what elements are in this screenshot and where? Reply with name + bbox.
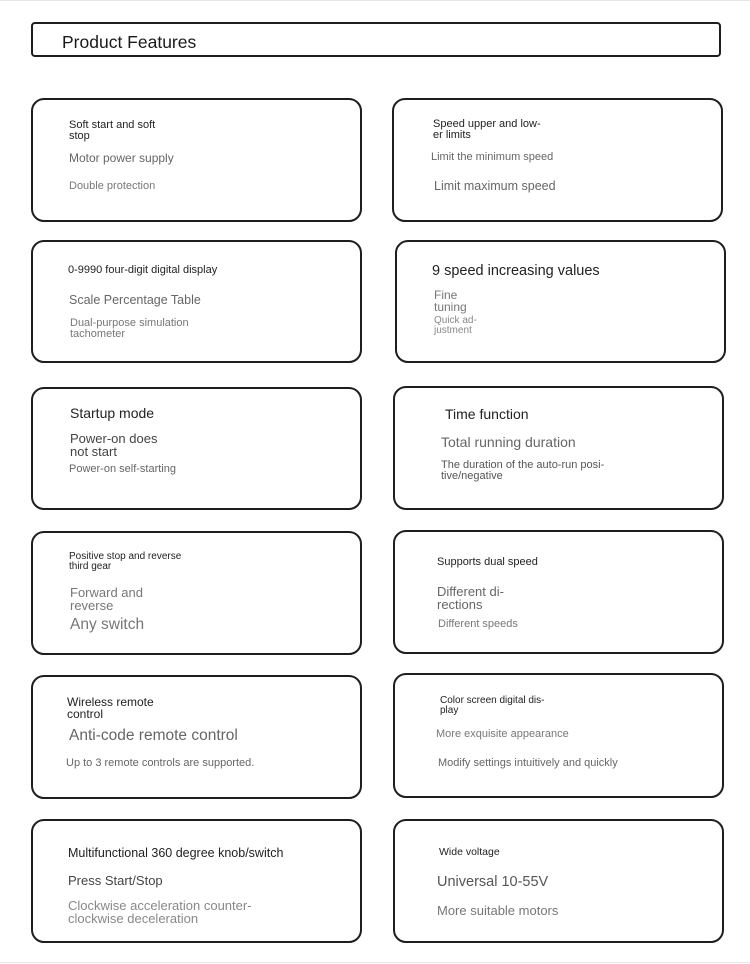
feature-detail: Limit the minimum speed — [431, 151, 554, 163]
top-divider — [0, 0, 750, 1]
feature-detail: Quick ad- justment — [434, 315, 477, 336]
feature-detail: More suitable motors — [437, 903, 559, 918]
feature-card-color-screen — [393, 673, 724, 798]
feature-title: Startup mode — [70, 405, 155, 421]
feature-detail: Motor power supply — [69, 151, 174, 165]
feature-card-digital-display — [31, 240, 362, 363]
feature-card-startup-mode — [31, 387, 362, 510]
feature-detail: Clockwise acceleration counter- clockwise deceleration — [68, 898, 252, 926]
feature-detail: Double protection — [69, 180, 156, 192]
feature-title: Positive stop and reverse third gear — [69, 551, 182, 572]
feature-title: Wide voltage — [439, 846, 500, 858]
section-header — [31, 22, 721, 57]
feature-card-gears — [31, 531, 362, 655]
feature-card-speed-limits — [392, 98, 723, 222]
feature-detail: Press Start/Stop — [68, 873, 163, 888]
feature-title: Time function — [445, 406, 529, 422]
bottom-divider — [0, 962, 750, 963]
feature-card-soft-start — [31, 98, 362, 222]
feature-detail: The duration of the auto-run posi- tive/negative — [441, 459, 605, 482]
feature-title: Wireless remote control — [67, 695, 154, 721]
feature-title: 0-9990 four-digit digital display — [68, 264, 218, 276]
feature-detail: Dual-purpose simulation tachometer — [70, 317, 189, 340]
feature-card-remote-control — [31, 675, 362, 799]
feature-detail: Limit maximum speed — [434, 179, 556, 193]
feature-detail: Forward and reverse — [70, 585, 143, 613]
feature-detail: More exquisite appearance — [436, 728, 569, 740]
feature-detail: Fine tuning — [434, 288, 467, 314]
feature-detail: Total running duration — [441, 434, 576, 450]
feature-detail: Scale Percentage Table — [69, 293, 201, 307]
feature-detail: Anti-code remote control — [69, 727, 238, 744]
feature-title: Soft start and soft stop — [69, 119, 156, 142]
feature-card-wide-voltage — [393, 819, 724, 943]
feature-detail: Power-on self-starting — [69, 463, 176, 475]
feature-title: Supports dual speed — [437, 556, 538, 568]
feature-detail: Universal 10-55V — [437, 874, 549, 890]
feature-detail: Power-on does not start — [70, 431, 158, 459]
feature-card-knob-switch — [31, 819, 362, 943]
feature-title: Multifunctional 360 degree knob/switch — [68, 846, 284, 860]
feature-detail: Different di- rections — [437, 584, 504, 612]
feature-card-dual-speed — [393, 530, 724, 654]
feature-title: 9 speed increasing values — [432, 263, 600, 279]
feature-card-speed-values — [395, 240, 726, 363]
page-title: Product Features — [62, 32, 197, 52]
feature-card-time-function — [393, 386, 724, 510]
feature-detail: Up to 3 remote controls are supported. — [66, 757, 255, 769]
feature-detail: Different speeds — [438, 618, 518, 630]
feature-title: Speed upper and low- er limits — [433, 118, 541, 141]
feature-title: Color screen digital dis- play — [440, 695, 545, 716]
feature-detail: Modify settings intuitively and quickly — [438, 757, 618, 769]
feature-detail: Any switch — [70, 616, 145, 633]
